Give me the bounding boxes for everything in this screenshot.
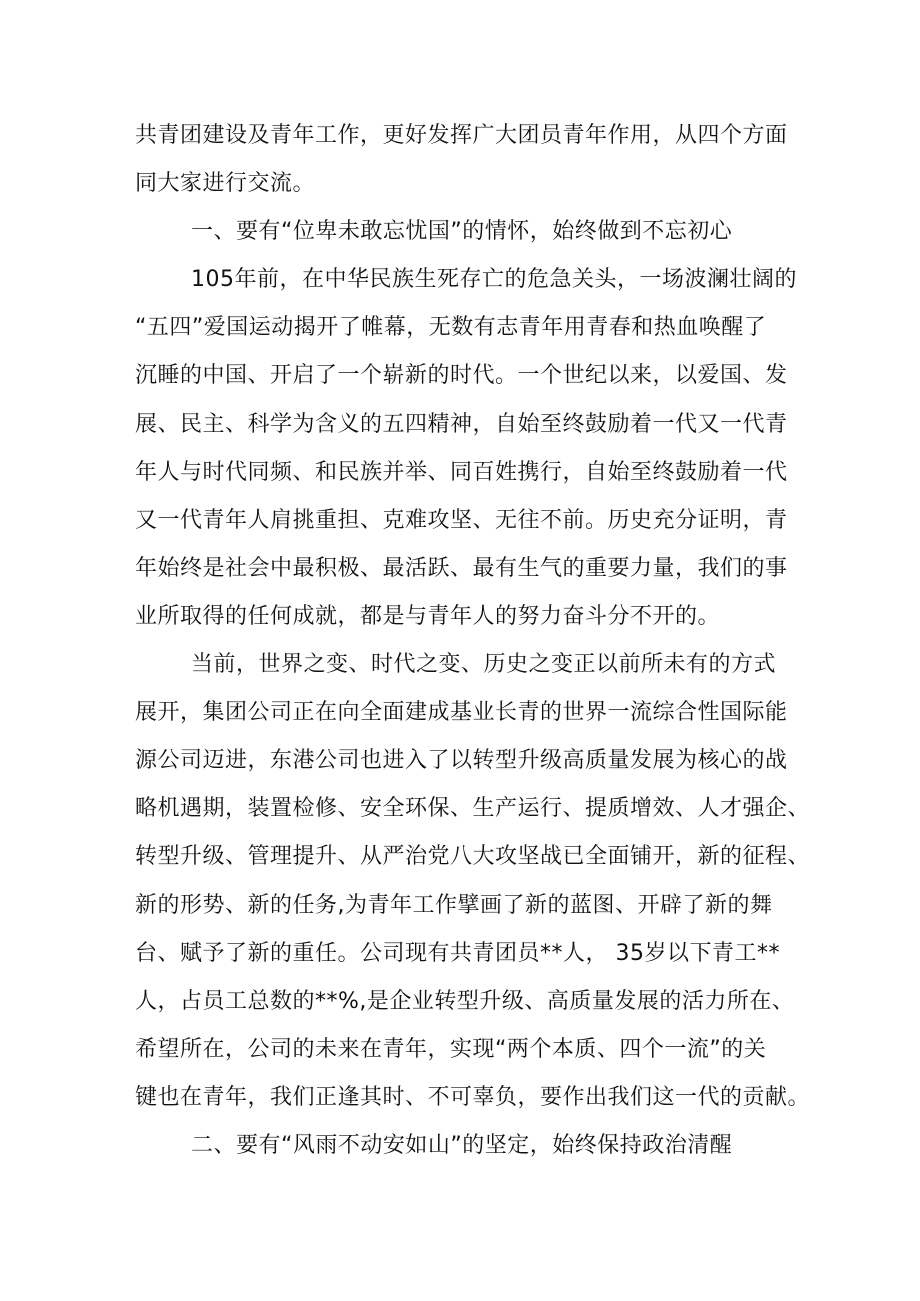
text-line: 业所取得的任何成就，都是与青年人的努力奋斗分不开的。 [135,603,721,629]
text-line: 年始终是社会中最积极、最活跃、最有生气的重要力量，我们的事 [135,555,788,581]
text-line: 新的形势、新的任务,为青年工作擘画了新的蓝图、开辟了新的舞 [135,892,773,918]
text-line: 略机遇期，装置检修、安全环保、生产运行、提质增效、人才强企、 [135,796,811,822]
paragraph-start: 当前，世界之变、时代之变、历史之变正以前所未有的方式 [191,652,777,678]
text-line: 同大家进行交流。 [135,171,316,197]
text-line: 沉睡的中国、开启了一个崭新的时代。一个世纪以来，以爱国、发 [135,363,788,389]
text-line: 转型升级、管理提升、从严治党八大攻坚战已全面铺开，新的征程、 [135,844,811,870]
section-heading-1: 一、要有“位卑未敢忘忧国”的情怀，始终做到不忘初心 [191,219,733,245]
text-line: 展开，集团公司正在向全面建成基业长青的世界一流综合性国际能 [135,700,788,726]
text-line: 年人与时代同频、和民族并举、同百姓携行，自始至终鼓励着一代 [135,459,788,485]
text-line: 源公司迈进，东港公司也进入了以转型升级高质量发展为核心的战 [135,748,788,774]
text-line: 展、民主、科学为含义的五四精神，自始至终鼓励着一代又一代青 [135,411,788,437]
text-line: 人，占员工总数的**%,是企业转型升级、高质量发展的活力所在、 [135,988,795,1014]
text-line: 共青团建设及青年工作，更好发挥广大团员青年作用，从四个方面 [135,123,788,148]
text-line: 键也在青年，我们正逢其时、不可辜负，要作出我们这一代的贡献。 [135,1084,811,1110]
document-body [135,112,811,1170]
text-line: 希望所在，公司的未来在青年，实现“两个本质、四个一流”的关 [135,1036,767,1062]
section-heading-2: 二、要有“风雨不动安如山”的坚定，始终保持政治清醒 [191,1132,733,1158]
text-line: “五四”爱国运动揭开了帷幕，无数有志青年用青春和热血唤醒了 [135,315,767,341]
paragraph-start: 105年前，在中华民族生死存亡的危急关头，一场波澜壮阔的 [191,267,797,293]
text-line: 又一代青年人肩挑重担、克难攻坚、无往不前。历史充分证明，青 [135,507,788,533]
text-line: 台、赋予了新的重任。公司现有共青团员**人， 35岁以下青工** [135,940,780,966]
